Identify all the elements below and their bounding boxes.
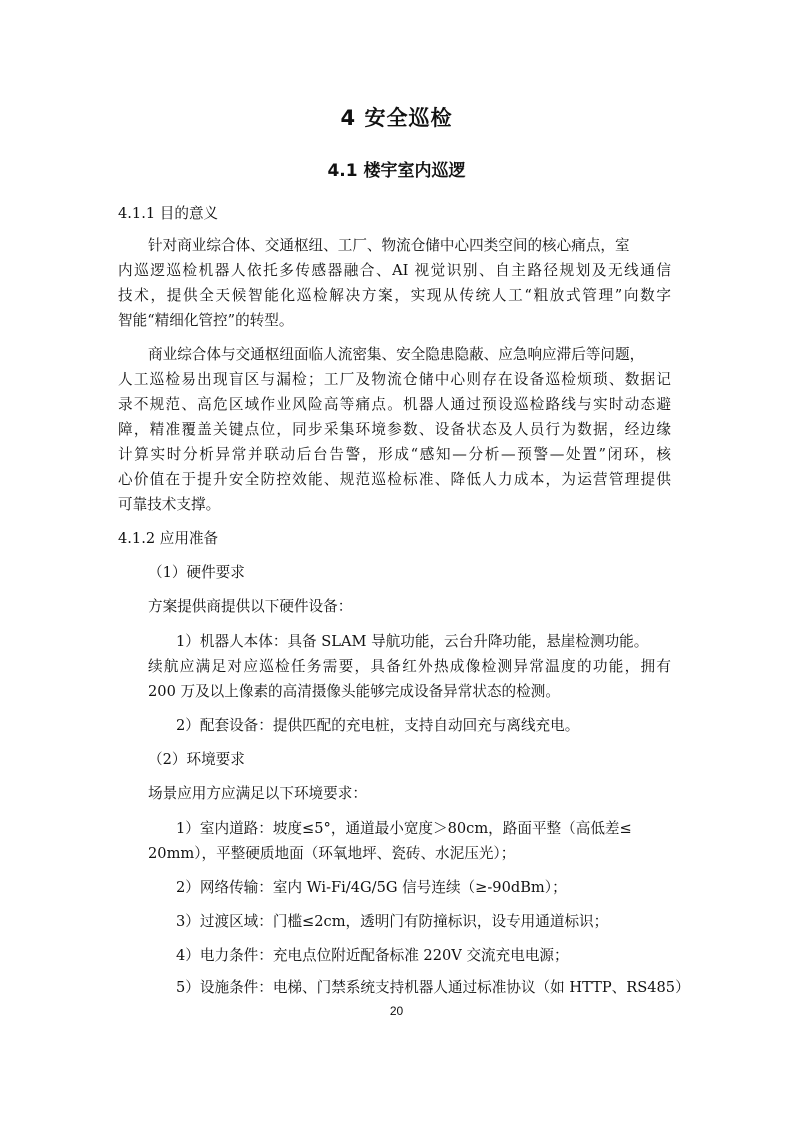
hardware-heading: （1）硬件要求	[148, 564, 245, 581]
paragraph-line: 可靠技术支撑。	[118, 496, 221, 513]
paragraph-line: 20mm），平整硬质地面（环氧地坪、瓷砖、水泥压光）；	[148, 845, 516, 862]
environment-item-power: 4）电力条件：充电点位附近配备标准 220V 交流充电电源；	[176, 947, 569, 964]
subsection-title-purpose: 4.1.1 目的意义	[118, 205, 219, 222]
subsection-title-preparation: 4.1.2 应用准备	[118, 530, 219, 547]
paragraph-line: 200 万及以上像素的高清摄像头能够完成设备异常状态的检测。	[148, 683, 560, 700]
hardware-item-accessories: 2）配套设备：提供匹配的充电桩，支持自动回充与离线充电。	[176, 717, 580, 734]
paragraph-line: 内巡逻巡检机器人依托多传感器融合、AI 视觉识别、自主路径规划及无线通信	[118, 262, 671, 279]
environment-item-network: 2）网络传输：室内 Wi-Fi/4G/5G 信号连续（≥-90dBm）；	[176, 879, 567, 896]
paragraph-line: 续航应满足对应巡检任务需要，具备红外热成像检测异常温度的功能，拥有	[148, 658, 671, 675]
environment-item-transition: 3）过渡区域：门槛≤2cm，透明门有防撞标识，设专用通道标识；	[176, 913, 609, 930]
paragraph-line: 障，精准覆盖关键点位，同步采集环境参数、设备状态及人员行为数据，经边缘	[118, 421, 671, 438]
hardware-intro: 方案提供商提供以下硬件设备：	[148, 598, 353, 615]
paragraph-line: 1）机器人本体：具备 SLAM 导航功能，云台升降功能，悬崖检测功能。	[176, 633, 649, 650]
paragraph-line: 技术，提供全天候智能化巡检解决方案，实现从传统人工“粗放式管理”向数字	[118, 287, 671, 304]
paragraph-line: 计算实时分析异常并联动后台告警，形成“感知—分析—预警—处置”闭环，核	[118, 446, 671, 463]
chapter-heading: 4 安全巡检	[340, 106, 453, 130]
section-heading: 4.1 楼宇室内巡逻	[327, 161, 466, 181]
paragraph-line: 智能“精细化管控”的转型。	[118, 312, 294, 329]
environment-item-facilities: 5）设施条件：电梯、门禁系统支持机器人通过标准协议（如 HTTP、RS485）	[176, 979, 690, 996]
paragraph-line: 商业综合体与交通枢纽面临人流密集、安全隐患隐蔽、应急响应滞后等问题，	[148, 346, 645, 363]
paragraph-line: 针对商业综合体、交通枢纽、工厂、物流仓储中心四类空间的核心痛点，室	[148, 237, 630, 254]
paragraph-line: 心价值在于提升安全防控效能、规范巡检标准、降低人力成本，为运营管理提供	[118, 471, 671, 488]
paragraph-line: 录不规范、高危区域作业风险高等痛点。机器人通过预设巡检路线与实时动态避	[118, 396, 671, 413]
page-number: 20	[389, 1004, 404, 1018]
environment-heading: （2）环境要求	[148, 751, 245, 768]
environment-intro: 场景应用方应满足以下环境要求：	[148, 785, 367, 802]
paragraph-line: 1）室内道路：坡度≤5°，通道最小宽度＞80cm，路面平整（高低差≤	[176, 820, 632, 837]
paragraph-line: 人工巡检易出现盲区与漏检；工厂及物流仓储中心则存在设备巡检烦琐、数据记	[118, 371, 671, 388]
